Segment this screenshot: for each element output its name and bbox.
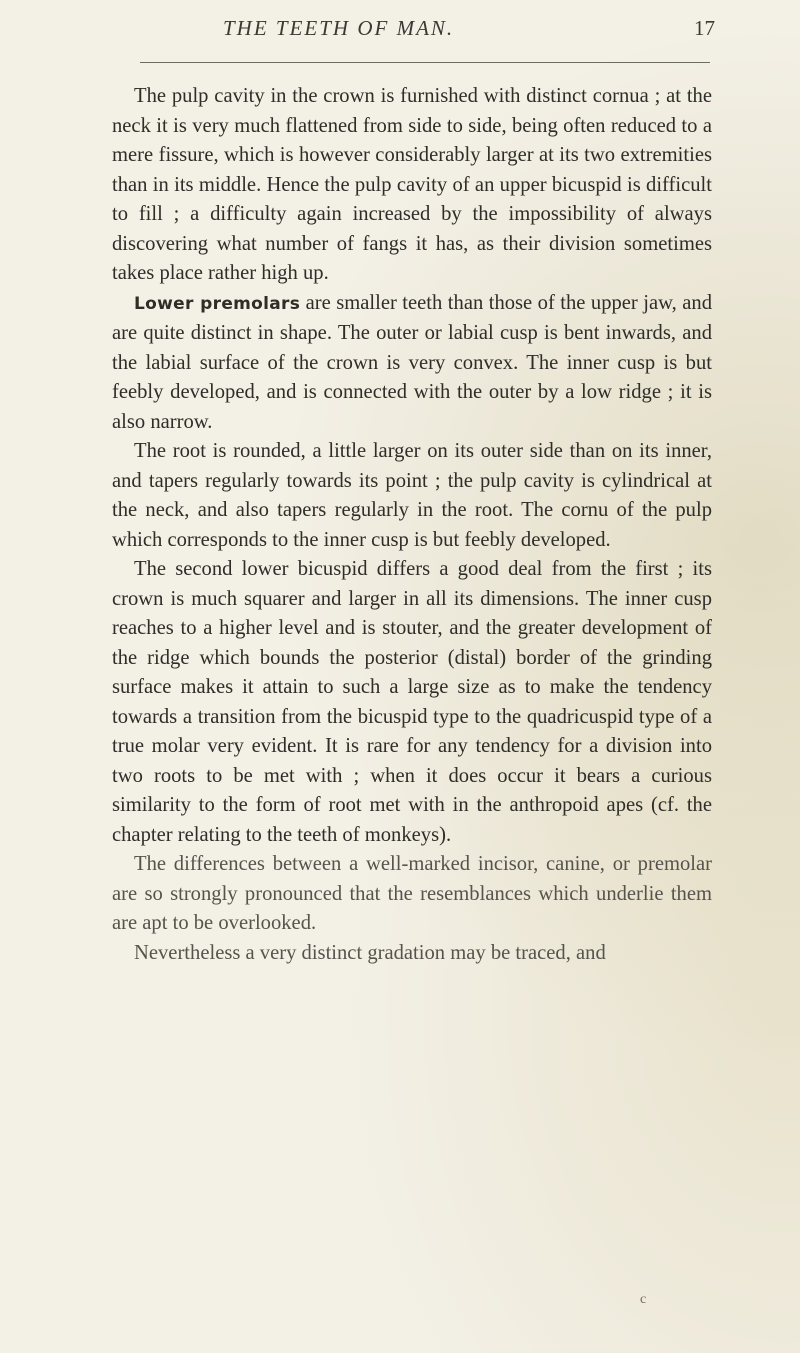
signature-mark: c — [640, 1292, 647, 1307]
paragraph-differences: The differences between a well-marked incisor, canine, or premolar are so strongly pronounced that the resemblances which underlie them are apt to be overlooked. — [112, 853, 712, 934]
paragraph-lower-premolars-text: are smaller teeth than those of the upper jaw, and are quite distinct in shape. The outer or labial cusp is bent inwards, and the labial surface of the crown is very convex. The inner cusp is but feebly developed, and is connected with the outer by a low ridge ; it is also narrow. — [112, 291, 713, 433]
paragraph-gradation: Nevertheless a very distinct gradation may be traced, and — [134, 941, 606, 964]
paragraph-second-bicuspid: The second lower bicuspid differs a good deal from the first ; its crown is much squarer and larger in all its dimensions. The inner cusp reaches to a higher level and is stouter, and the greater development of the ridge which bounds the posterior (distal) border of the grinding surface makes it attain to such a large size as to make the tendency towards a transition from the bicuspid type to the quadricuspid type of a true molar very evident. It is rare for any tendency for a division into two roots to be met with ; when it does occur it bears a curious similarity to the form of root met with in the anthropoid apes (cf. the chapter relating to the teeth of monkeys). — [112, 558, 712, 846]
page-number: 17 — [694, 16, 715, 40]
run-in-heading: Lower premolars — [134, 293, 301, 314]
body-text — [112, 82, 712, 968]
running-head — [115, 16, 715, 56]
header-rule — [140, 62, 710, 63]
paragraph-lower-premolars — [112, 289, 712, 438]
paragraph-root: The root is rounded, a little larger on its outer side than on its inner, and tapers regularly towards its point ; the pulp cavity is cylindrical at the neck, and also tapers regularly in the root. The cornu of the pulp which corresponds to the inner cusp is but feebly developed. — [112, 440, 712, 551]
paragraph-pulp-cavity: The pulp cavity in the crown is furnished with distinct cornua ; at the neck it is very much flattened from side to side, being often reduced to a mere fissure, which is however considerably larger at its two extremities than in its middle. Hence the pulp cavity of an upper bicuspid is difficult to fill ; a difficulty again increased by the impossibility of always discovering what number of fangs it has, as their division sometimes takes place rather high up. — [112, 85, 712, 284]
running-title: THE TEETH OF MAN. — [223, 16, 455, 40]
